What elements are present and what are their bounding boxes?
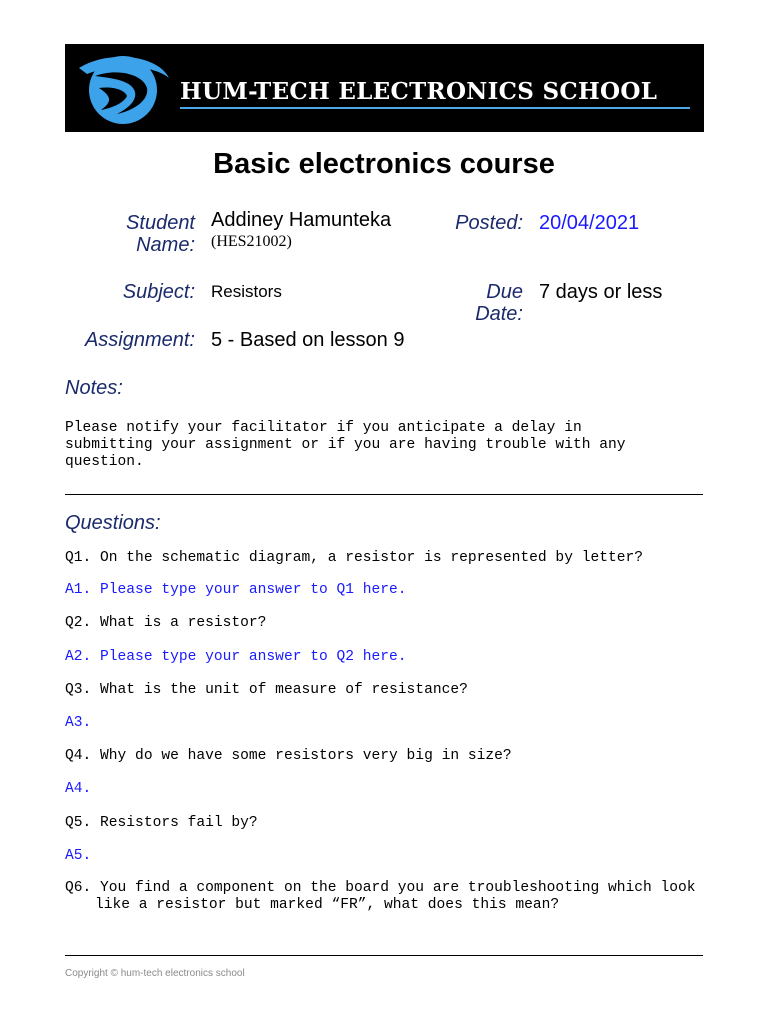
divider-bottom xyxy=(65,955,703,956)
swoosh-logo-icon xyxy=(77,48,173,128)
copyright-text: Copyright © hum-tech electronics school xyxy=(65,968,245,979)
question-1: Q1. On the schematic diagram, a resistor is represented by letter? xyxy=(65,550,644,566)
answer-5[interactable]: A5. xyxy=(65,848,92,864)
answer-3[interactable]: A3. xyxy=(65,715,92,731)
subject-value: Resistors xyxy=(211,282,282,301)
posted-value: 20/04/2021 xyxy=(539,212,640,234)
school-name-underline xyxy=(180,107,690,109)
notes-text: Please notify your facilitator if you anticipate a delay in submitting your assignment or if you are having trouble with any question. xyxy=(65,420,635,470)
posted-label: Posted: xyxy=(455,212,523,234)
due-date-value: 7 days or less xyxy=(539,281,663,303)
student-id: (HES21002) xyxy=(211,233,292,250)
answer-4[interactable]: A4. xyxy=(65,781,92,797)
subject-label: Subject: xyxy=(122,281,195,303)
notes-heading: Notes: xyxy=(65,377,123,399)
student-name-value: Addiney Hamunteka xyxy=(211,209,392,231)
question-2: Q2. What is a resistor? xyxy=(65,615,267,631)
question-6: Q6. You find a component on the board you are troubleshooting which look like a resistor but marked “FR”, what does this mean? xyxy=(65,880,705,913)
course-title: Basic electronics course xyxy=(213,148,555,180)
student-name-label: Student Name: xyxy=(126,212,195,256)
question-3: Q3. What is the unit of measure of resistance? xyxy=(65,682,468,698)
answer-2[interactable]: A2. Please type your answer to Q2 here. xyxy=(65,649,407,665)
question-4: Q4. Why do we have some resistors very big in size? xyxy=(65,748,512,764)
school-name: HUM-TECH ELECTRONICS SCHOOL xyxy=(180,78,658,105)
header-banner xyxy=(65,44,704,132)
assignment-label: Assignment: xyxy=(84,329,195,351)
divider-top xyxy=(65,494,703,495)
question-5: Q5. Resistors fail by? xyxy=(65,815,258,831)
due-date-label: Due Date: xyxy=(475,281,523,325)
assignment-value: 5 - Based on lesson 9 xyxy=(211,329,405,351)
questions-heading: Questions: xyxy=(65,512,161,534)
answer-1[interactable]: A1. Please type your answer to Q1 here. xyxy=(65,582,407,598)
